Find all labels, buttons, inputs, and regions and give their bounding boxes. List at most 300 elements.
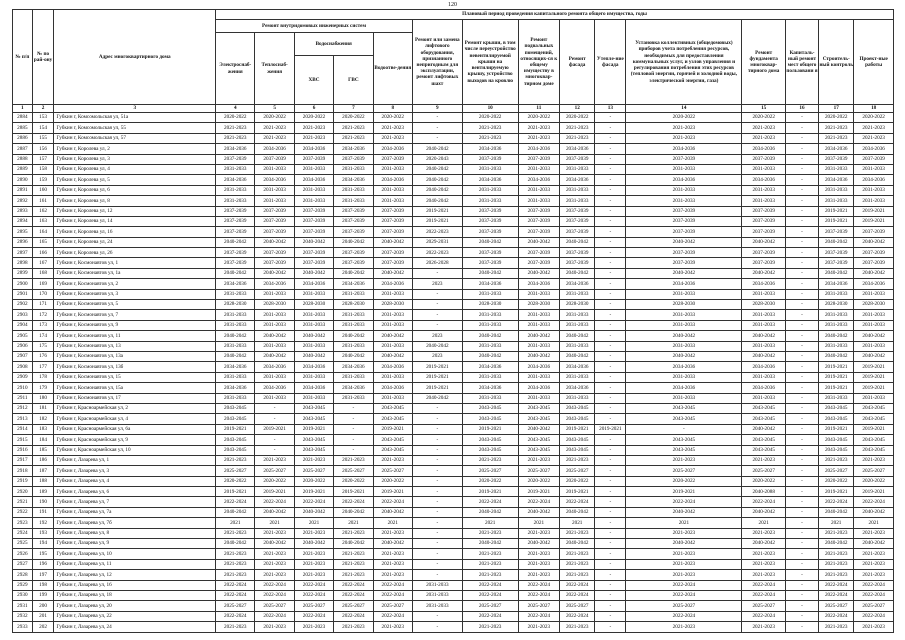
table-cell: 2020-2022 <box>334 476 373 486</box>
table-cell: 2031-2033 <box>334 289 373 299</box>
table-cell: 2043-2045 <box>742 445 786 455</box>
table-cell: 2037-2039 <box>216 258 255 268</box>
table-cell: 2031-2033 <box>334 185 373 195</box>
address-cell: Губкин г, Лазарева ул, 1 <box>54 455 216 465</box>
table-cell: - <box>785 300 818 310</box>
table-cell: 2021-2023 <box>518 455 559 465</box>
address-cell: Губкин г, Королева ул, 5 <box>54 175 216 185</box>
table-cell: 2043-2045 <box>626 435 742 445</box>
table-cell: 2023 <box>412 331 462 341</box>
table-row <box>13 622 894 632</box>
table-row <box>13 601 894 611</box>
table-row <box>13 237 894 247</box>
table-cell: 2037-2039 <box>560 227 595 237</box>
table-cell: 2022-2024 <box>216 611 255 621</box>
address-cell: Губкин г, Лазарева ул, 10 <box>54 549 216 559</box>
table-row <box>13 466 894 476</box>
table-cell: 2031-2033 <box>560 341 595 351</box>
table-cell: 2919 <box>13 476 33 486</box>
table-cell: 2043-2045 <box>626 414 742 424</box>
table-cell: 2037-2039 <box>255 248 294 258</box>
table-cell: 2040-2042 <box>854 507 894 517</box>
table-cell: - <box>334 414 373 424</box>
table-cell: 2040-2042 <box>294 351 333 361</box>
table-row <box>13 258 894 268</box>
table-cell: - <box>785 570 818 580</box>
table-cell: 2020-2022 <box>742 113 786 123</box>
table-cell: 2040-2042 <box>373 268 412 278</box>
table-row <box>13 123 894 133</box>
table-cell: 2019-2021 <box>373 424 412 434</box>
table-cell: 2019-2021 <box>373 487 412 497</box>
address-cell: Губкин г, Лазарева ул, 20 <box>54 601 216 611</box>
table-cell: 2031-2033 <box>462 185 518 195</box>
table-cell: - <box>595 372 626 382</box>
table-cell: - <box>412 611 462 621</box>
table-cell: - <box>595 549 626 559</box>
header-column-number: 17 <box>819 105 854 113</box>
table-cell: 2037-2039 <box>462 154 518 164</box>
table-cell: - <box>595 164 626 174</box>
table-cell: 2040-2042 <box>294 507 333 517</box>
table-cell: 2037-2039 <box>216 154 255 164</box>
table-cell: 2034-2036 <box>742 362 786 372</box>
table-cell: 2037-2039 <box>626 248 742 258</box>
table-cell: 2037-2039 <box>373 227 412 237</box>
table-cell: - <box>785 175 818 185</box>
table-cell: 2034-2036 <box>255 383 294 393</box>
table-cell: 2040-2042 <box>462 268 518 278</box>
table-cell: 2037-2039 <box>854 248 894 258</box>
table-cell: 2034-2036 <box>216 144 255 154</box>
table-row <box>13 113 894 123</box>
table-cell: 2034-2036 <box>334 362 373 372</box>
table-cell: 2043-2045 <box>854 435 894 445</box>
table-cell: 2020-2022 <box>518 113 559 123</box>
table-cell: 2043-2045 <box>819 403 854 413</box>
table-cell: 2037-2039 <box>462 206 518 216</box>
table-cell: 157 <box>32 154 54 164</box>
address-cell: Губкин г, Лазарева ул, 18 <box>54 590 216 600</box>
table-cell: 2021-2023 <box>373 133 412 143</box>
table-cell: 2031-2033 <box>626 310 742 320</box>
table-cell: 2021-2023 <box>462 559 518 569</box>
table-cell: - <box>412 528 462 538</box>
table-row <box>13 383 894 393</box>
table-cell: 2021-2023 <box>216 549 255 559</box>
table-cell: 2019-2021 <box>462 487 518 497</box>
table-cell: 2031-2033 <box>560 310 595 320</box>
table-cell: 2019-2021 <box>334 487 373 497</box>
table-cell: 2021-2023 <box>742 133 786 143</box>
table-cell: 163 <box>32 216 54 226</box>
table-cell: - <box>595 144 626 154</box>
table-cell: 2031-2033 <box>294 341 333 351</box>
table-cell: 2021-2023 <box>334 570 373 580</box>
table-cell: 2037-2039 <box>560 154 595 164</box>
table-cell: 2031-2033 <box>216 341 255 351</box>
address-cell: Губкин г, Космонавтов ул, 13б <box>54 362 216 372</box>
table-cell: 2022-2024 <box>626 611 742 621</box>
table-cell: 2920 <box>13 487 33 497</box>
table-cell: 2040-2042 <box>518 507 559 517</box>
table-cell: - <box>595 601 626 611</box>
table-row <box>13 539 894 549</box>
table-cell: 2037-2039 <box>216 216 255 226</box>
table-cell: 2043-2045 <box>373 414 412 424</box>
table-cell: - <box>785 123 818 133</box>
table-cell: 2020-2022 <box>294 476 333 486</box>
table-cell: 2043-2045 <box>373 445 412 455</box>
header-hvs: ХВС <box>294 56 333 105</box>
table-cell: 2021-2023 <box>854 123 894 133</box>
table-cell: 2025-2027 <box>216 601 255 611</box>
header-column-number: 7 <box>334 105 373 113</box>
table-cell: - <box>785 133 818 143</box>
table-cell: 2021-2023 <box>294 559 333 569</box>
table-cell: 2021-2023 <box>255 559 294 569</box>
table-cell: 153 <box>32 113 54 123</box>
table-cell: - <box>595 279 626 289</box>
table-row <box>13 154 894 164</box>
table-cell: 2022-2024 <box>294 497 333 507</box>
table-cell: 2040-2042 <box>334 507 373 517</box>
table-cell: 2031-2033 <box>373 320 412 330</box>
table-cell: 2037-2039 <box>518 258 559 268</box>
table-cell: 188 <box>32 476 54 486</box>
address-cell: Губкин г, Королева ул, 24 <box>54 237 216 247</box>
address-cell: Губкин г, Космонавтов ул, 15 <box>54 372 216 382</box>
table-cell: 2031-2033 <box>626 164 742 174</box>
table-cell: 2037-2039 <box>334 258 373 268</box>
table-cell: 2022-2024 <box>742 580 786 590</box>
table-cell: 2020-2022 <box>255 476 294 486</box>
table-cell: - <box>595 445 626 455</box>
table-cell: 2021-2023 <box>819 123 854 133</box>
table-cell: 2022-2024 <box>626 590 742 600</box>
table-cell: 2021-2023 <box>334 123 373 133</box>
table-cell: 2021-2023 <box>626 123 742 133</box>
table-cell: - <box>412 133 462 143</box>
table-cell: 2037-2039 <box>255 227 294 237</box>
table-cell: 2040-2042 <box>373 507 412 517</box>
table-cell: 2040-2042 <box>462 539 518 549</box>
table-cell: - <box>412 300 462 310</box>
header-capital: Капиталь-ный ремонт мест общего пользовани я <box>785 20 818 105</box>
header-meters: Установка коллективных (общедомовых) приборов учета потребления ресурсов, необходимых для предоставления коммунальных услуг, и узлов управления и регулирования потребления этих ресурсов (тепловой энергии, горячей и холодной воды, электрической энергии, газа) <box>626 20 742 105</box>
table-cell: 2034-2036 <box>742 383 786 393</box>
header-column-number: 3 <box>54 105 216 113</box>
table-cell: 2043-2045 <box>373 435 412 445</box>
table-cell: - <box>412 549 462 559</box>
table-cell: 2034-2036 <box>854 144 894 154</box>
table-cell: 2040-2042 <box>334 268 373 278</box>
table-cell: 2906 <box>13 341 33 351</box>
table-cell: 186 <box>32 455 54 465</box>
table-cell: 2021-2023 <box>626 455 742 465</box>
table-cell: 156 <box>32 144 54 154</box>
address-cell: Губкин г, Лазарева ул, 22 <box>54 611 216 621</box>
table-cell: 2031-2033 <box>216 393 255 403</box>
table-row <box>13 549 894 559</box>
table-cell: 2025-2027 <box>560 466 595 476</box>
table-cell: 2034-2036 <box>216 383 255 393</box>
table-cell: 2021-2023 <box>462 133 518 143</box>
table-cell: 2022-2024 <box>294 611 333 621</box>
table-cell: - <box>785 414 818 424</box>
table-cell: - <box>595 289 626 299</box>
table-cell: - <box>595 622 626 632</box>
table-cell: 2034-2036 <box>294 175 333 185</box>
table-cell: 2037-2039 <box>560 206 595 216</box>
table-cell: 2025-2027 <box>854 466 894 476</box>
table-cell: 2034-2036 <box>742 279 786 289</box>
table-cell: - <box>595 590 626 600</box>
table-cell: 2031-2033 <box>854 310 894 320</box>
table-cell: 192 <box>32 518 54 528</box>
table-cell: 2022-2024 <box>373 611 412 621</box>
table-cell: 2892 <box>13 196 33 206</box>
table-cell: 2021-2023 <box>216 622 255 632</box>
table-cell: 2911 <box>13 393 33 403</box>
table-cell: 2019-2021 <box>819 372 854 382</box>
table-cell: 2905 <box>13 331 33 341</box>
address-cell: Губкин г, Лазарева ул, 3 <box>54 466 216 476</box>
table-cell: - <box>785 196 818 206</box>
table-cell: 190 <box>32 497 54 507</box>
table-cell: 2040-2042 <box>854 268 894 278</box>
table-row <box>13 403 894 413</box>
table-cell: 2040-2042 <box>216 268 255 278</box>
table-cell: 2926 <box>13 549 33 559</box>
table-cell: 2037-2039 <box>518 216 559 226</box>
header-drain: Водоотве-дения <box>373 33 412 105</box>
table-cell: 2031-2033 <box>819 185 854 195</box>
table-cell: 2037-2039 <box>854 227 894 237</box>
table-cell: - <box>595 237 626 247</box>
table-cell: - <box>785 331 818 341</box>
table-cell: 2902 <box>13 300 33 310</box>
table-cell: - <box>785 507 818 517</box>
table-cell: 2043-2045 <box>294 414 333 424</box>
table-cell: 2028-2030 <box>294 300 333 310</box>
table-cell: - <box>595 185 626 195</box>
header-group-internal: Ремонт внутридомовых инженерных систем <box>216 20 413 33</box>
table-cell: 2031-2033 <box>255 196 294 206</box>
table-cell: 2031-2033 <box>854 289 894 299</box>
table-cell: - <box>785 289 818 299</box>
table-row <box>13 393 894 403</box>
table-cell: - <box>595 435 626 445</box>
table-cell: 2034-2036 <box>518 175 559 185</box>
table-cell: - <box>595 248 626 258</box>
table-cell: 2037-2039 <box>462 258 518 268</box>
table-cell: 2901 <box>13 289 33 299</box>
table-row <box>13 580 894 590</box>
table-cell: 2031-2033 <box>742 185 786 195</box>
table-cell: 2028-2030 <box>819 300 854 310</box>
table-cell: - <box>785 549 818 559</box>
address-cell: Губкин г, Королева ул, 26 <box>54 248 216 258</box>
header-column-number: 6 <box>294 105 333 113</box>
table-cell: 2040-2042 <box>294 268 333 278</box>
table-cell: 2890 <box>13 175 33 185</box>
address-cell: Губкин г, Королева ул, 3 <box>54 154 216 164</box>
table-cell: 2040-2042 <box>518 539 559 549</box>
table-cell: 2040-2042 <box>518 268 559 278</box>
table-cell: 2022-2024 <box>255 497 294 507</box>
address-cell: Губкин г, Космонавтов ул, 5 <box>54 300 216 310</box>
table-cell: 2037-2039 <box>626 258 742 268</box>
table-row <box>13 372 894 382</box>
table-cell: 2021-2023 <box>626 559 742 569</box>
table-cell: - <box>595 393 626 403</box>
table-cell: - <box>412 559 462 569</box>
table-cell: 2031-2033 <box>294 164 333 174</box>
table-cell: 2021-2023 <box>294 123 333 133</box>
table-row <box>13 175 894 185</box>
table-cell: 2031-2033 <box>518 289 559 299</box>
table-cell: 2037-2039 <box>255 154 294 164</box>
table-cell: 2025-2027 <box>819 466 854 476</box>
table-cell: 2908 <box>13 362 33 372</box>
table-cell: 2021-2023 <box>742 528 786 538</box>
address-cell: Губкин г, Космонавтов ул, 13 <box>54 341 216 351</box>
table-cell: - <box>595 528 626 538</box>
table-cell: 2031-2033 <box>742 320 786 330</box>
table-cell: 2040-2042 <box>854 351 894 361</box>
table-cell: 2022-2023 <box>412 227 462 237</box>
table-cell: - <box>595 320 626 330</box>
table-cell: 2034-2036 <box>560 175 595 185</box>
table-cell: 2021 <box>742 518 786 528</box>
table-cell: 2021 <box>216 518 255 528</box>
table-cell: - <box>785 237 818 247</box>
table-cell: 2031-2033 <box>518 196 559 206</box>
table-cell: 2037-2039 <box>334 154 373 164</box>
table-cell: 2031-2033 <box>255 372 294 382</box>
header-column-number: 10 <box>462 105 518 113</box>
header-column-number: 13 <box>595 105 626 113</box>
table-cell: 2031-2033 <box>216 320 255 330</box>
address-cell: Губкин г, Красноармейская ул, 9 <box>54 435 216 445</box>
table-cell: 2021 <box>560 518 595 528</box>
table-cell: 2031-2033 <box>462 164 518 174</box>
table-cell: 2021-2023 <box>373 455 412 465</box>
table-cell: - <box>595 331 626 341</box>
table-cell: 2022-2024 <box>742 611 786 621</box>
table-cell: 197 <box>32 570 54 580</box>
table-cell: 2034-2036 <box>560 383 595 393</box>
table-cell: 2021-2023 <box>216 455 255 465</box>
table-cell: 2022-2024 <box>216 590 255 600</box>
table-cell: 2888 <box>13 154 33 164</box>
table-cell: 2034-2036 <box>518 144 559 154</box>
table-cell: 2020-2022 <box>854 476 894 486</box>
table-cell: 2019-2021 <box>412 362 462 372</box>
header-insulation: Утепле-ние фасада <box>595 20 626 105</box>
table-cell: 2021-2023 <box>819 549 854 559</box>
table-cell: 2031-2033 <box>462 289 518 299</box>
table-cell: 2028-2030 <box>216 300 255 310</box>
table-cell: - <box>595 476 626 486</box>
table-cell: 2031-2033 <box>255 310 294 320</box>
table-cell: 2043-2045 <box>518 414 559 424</box>
table-cell: - <box>785 590 818 600</box>
table-cell: 2040-2042 <box>854 331 894 341</box>
table-cell: 2040-2042 <box>216 507 255 517</box>
table-cell: 2031-2033 <box>216 289 255 299</box>
table-cell: 2922 <box>13 507 33 517</box>
address-cell: Губкин г, Красноармейская ул, 4 <box>54 414 216 424</box>
table-cell: 2021-2023 <box>518 123 559 133</box>
table-cell: - <box>785 611 818 621</box>
table-cell: 2933 <box>13 622 33 632</box>
table-cell: 2043-2045 <box>462 414 518 424</box>
table-cell: 2021-2023 <box>560 570 595 580</box>
table-cell: 2031-2033 <box>334 164 373 174</box>
table-cell: - <box>785 310 818 320</box>
table-cell: 2031-2033 <box>560 164 595 174</box>
header-roof: Ремонт крыши, в том числе переустройство невентилируемой крыши на вентилируемую крышу, устройство выходов на кровлю <box>462 20 518 105</box>
table-cell: 2034-2036 <box>626 383 742 393</box>
table-cell: 2031-2033 <box>216 185 255 195</box>
table-cell: 2022-2024 <box>518 497 559 507</box>
table-cell: 2021-2023 <box>216 559 255 569</box>
table-cell: 2031-2033 <box>373 310 412 320</box>
table-cell: 2021-2023 <box>560 549 595 559</box>
table-cell: 198 <box>32 580 54 590</box>
table-cell: 2034-2036 <box>216 279 255 289</box>
table-cell: 2021 <box>626 518 742 528</box>
table-cell: 2021-2023 <box>462 570 518 580</box>
table-cell: 2021-2023 <box>334 549 373 559</box>
table-cell: 2031-2033 <box>854 185 894 195</box>
table-cell: 2021-2023 <box>742 455 786 465</box>
address-cell: Губкин г, Космонавтов ул, 9 <box>54 320 216 330</box>
table-cell: 2040-2042 <box>412 175 462 185</box>
table-cell: 2019-2021 <box>854 383 894 393</box>
page-number: 120 <box>448 2 457 8</box>
table-cell: 2037-2039 <box>462 216 518 226</box>
table-cell: 2891 <box>13 185 33 195</box>
table-cell: 2043-2045 <box>216 435 255 445</box>
table-cell: 2026-2028 <box>412 258 462 268</box>
table-cell: 2037-2039 <box>334 227 373 237</box>
table-cell: 2022-2024 <box>255 580 294 590</box>
table-cell: 2034-2036 <box>462 362 518 372</box>
table-cell: 2028-2030 <box>742 300 786 310</box>
table-cell: 2021-2023 <box>294 549 333 559</box>
table-cell: 2031-2033 <box>294 310 333 320</box>
table-cell: 180 <box>32 393 54 403</box>
table-cell: 2917 <box>13 455 33 465</box>
table-cell: 2040-2042 <box>626 237 742 247</box>
table-cell: 2037-2039 <box>373 248 412 258</box>
table-cell: 2034-2036 <box>334 383 373 393</box>
table-cell: 2040-2042 <box>518 424 559 434</box>
table-cell: 2025-2027 <box>373 466 412 476</box>
table-cell: 2031-2033 <box>334 310 373 320</box>
table-cell: 201 <box>32 611 54 621</box>
table-cell: 2043-2045 <box>560 435 595 445</box>
table-cell: 2021 <box>462 518 518 528</box>
table-cell: 2021-2023 <box>518 622 559 632</box>
table-cell: 2028-2030 <box>854 300 894 310</box>
table-cell: 2040-2042 <box>560 331 595 341</box>
table-cell: - <box>785 393 818 403</box>
table-cell: 2043-2045 <box>626 445 742 455</box>
